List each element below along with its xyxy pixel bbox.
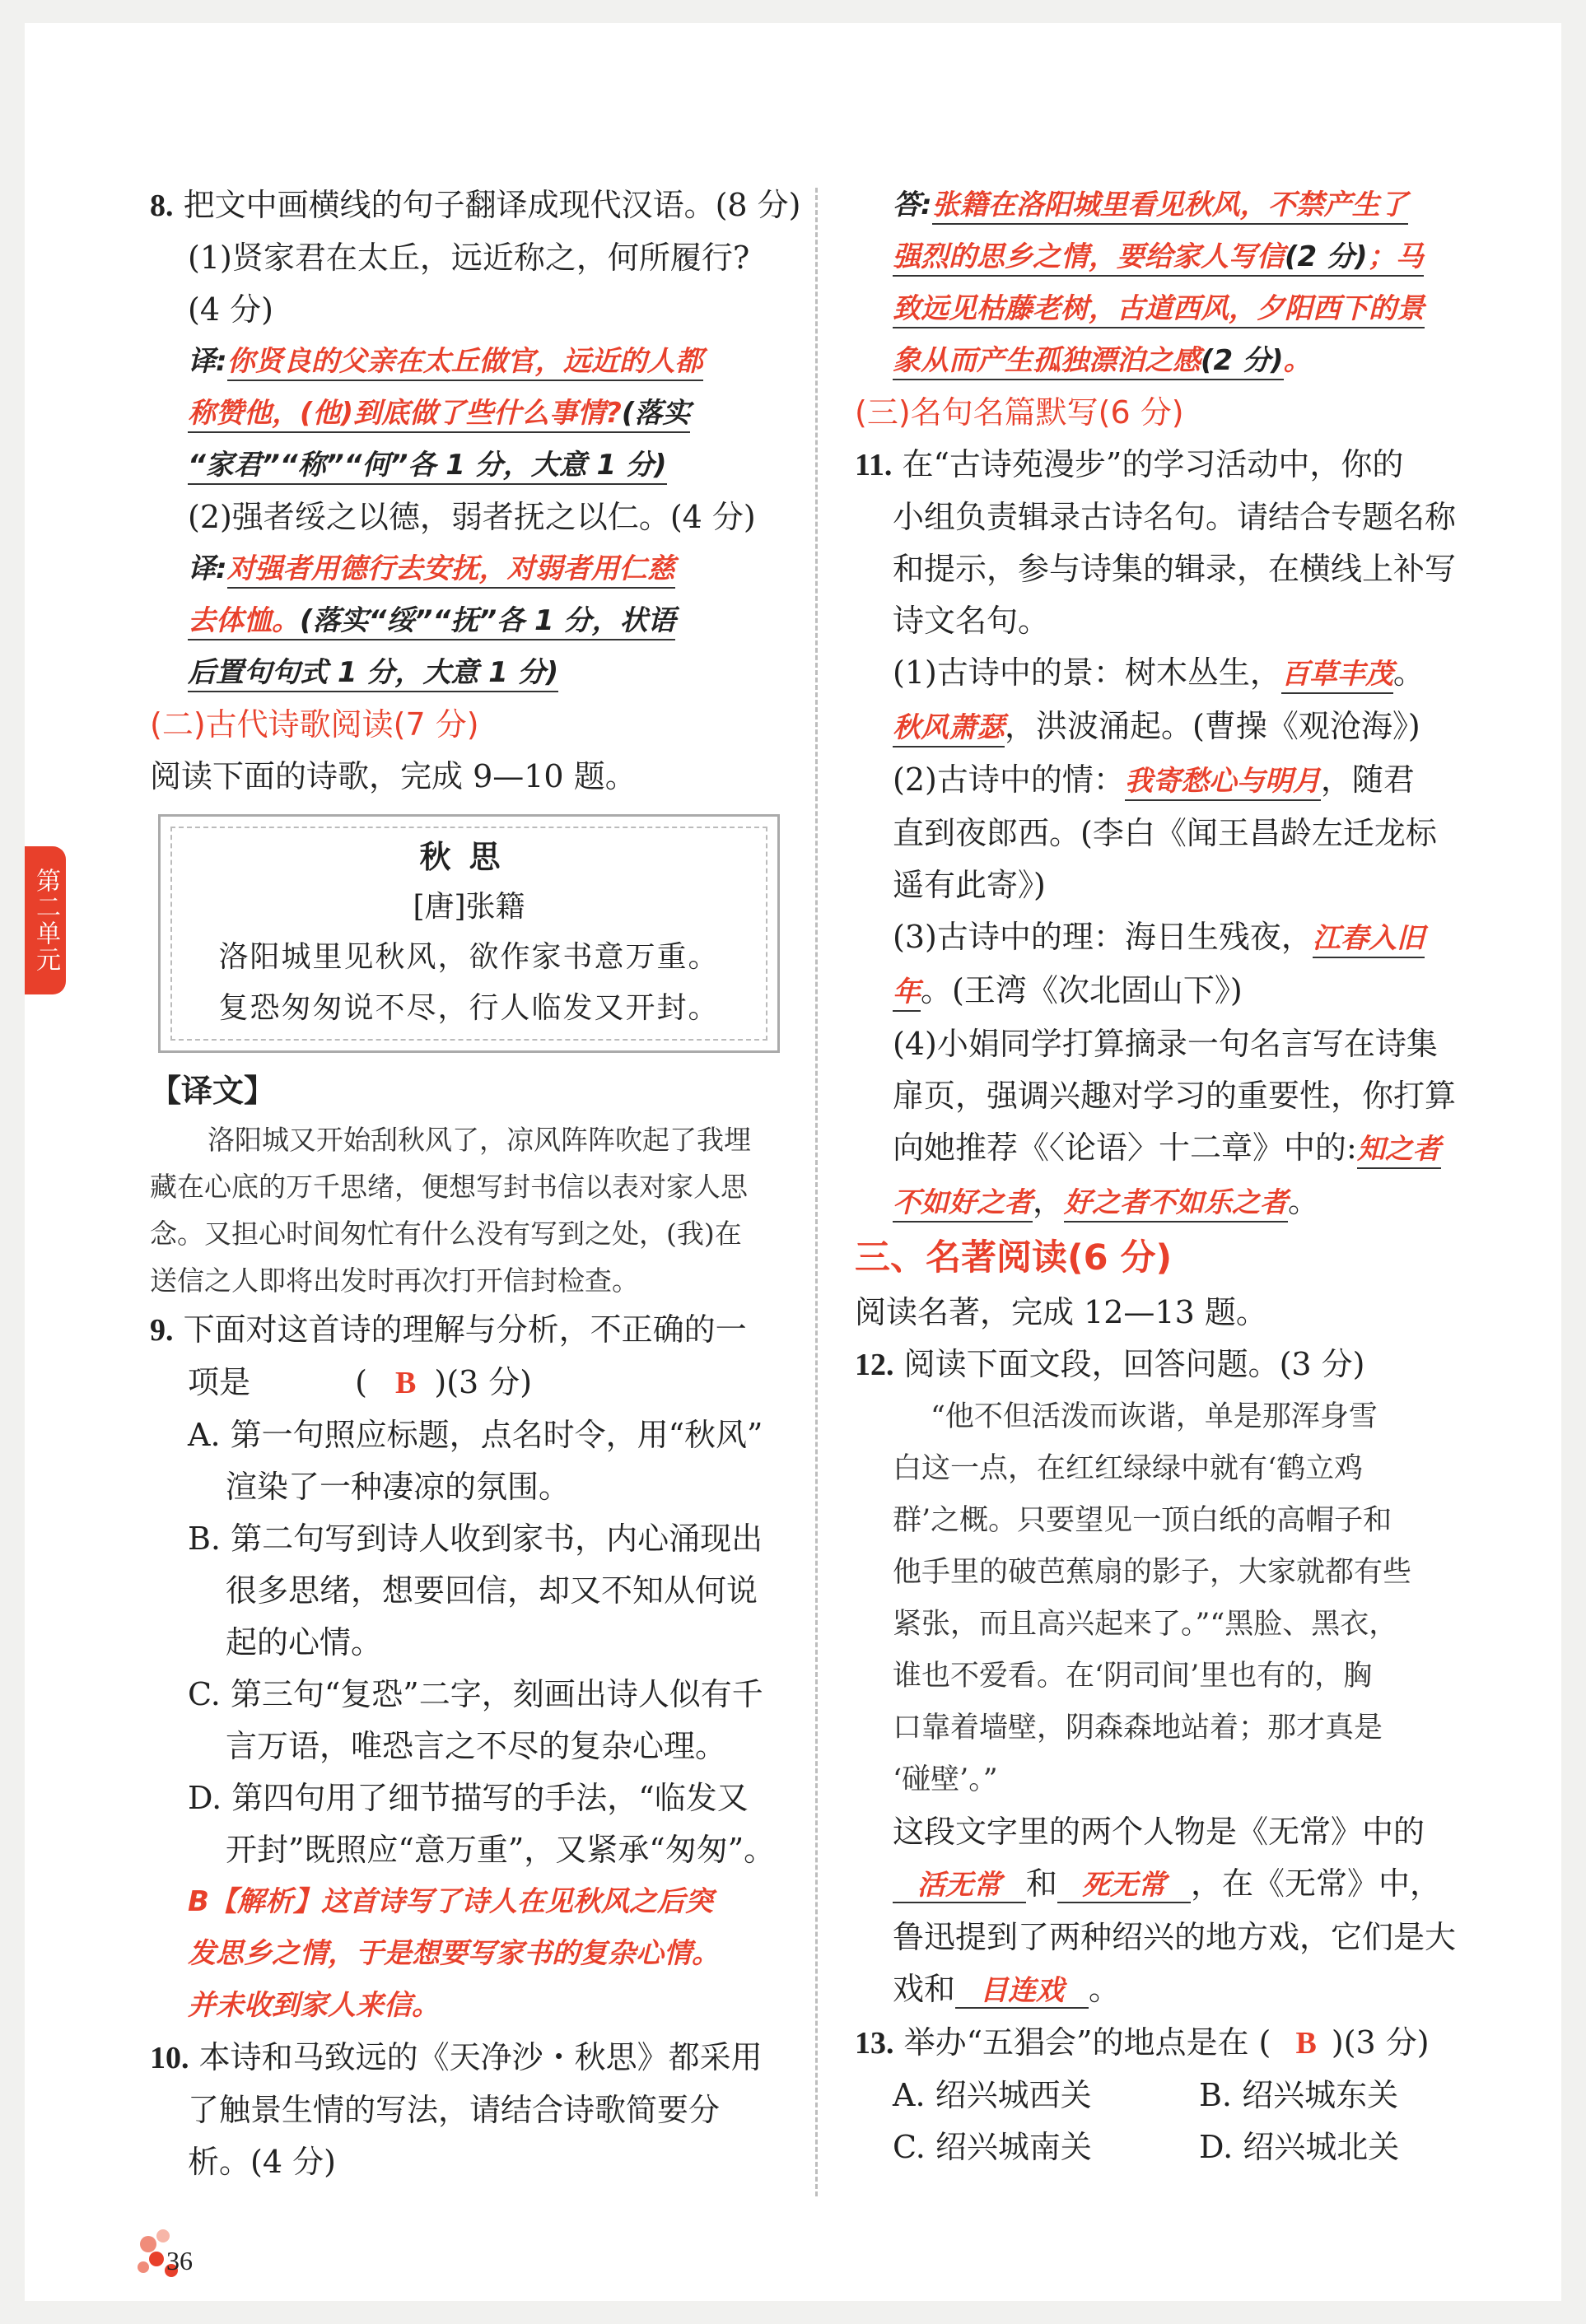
- question-12-prompt-c: 鲁迅提到了两种绍兴的地方戏，它们是大: [893, 1919, 1457, 1955]
- passage-line: ‘碰壁’。”: [893, 1763, 998, 1796]
- translation-line: 藏在心底的万千思绪，便想写封书信以表对家人思: [150, 1171, 748, 1203]
- poem-title: 秋思: [419, 838, 519, 875]
- question-11-2-cont: 遥有此寄》): [893, 867, 1046, 903]
- options-13-row: [855, 2121, 1505, 2173]
- page-number: 36: [166, 2246, 193, 2275]
- answer-bracket: ( B )(3 分): [355, 1364, 533, 1400]
- analysis-9-line: 发思乡之情，于是想要写家书的复杂心情。: [188, 1937, 720, 1970]
- passage-line: 紧张，而且高兴起来了。”“黑脸、黑衣，: [893, 1608, 1398, 1641]
- question-10-line-c: 析。(4 分): [188, 2144, 336, 2180]
- passage-line: “他不但活泼而诙谐，单是那浑身雪: [931, 1400, 1378, 1433]
- answer-10-line-d: 象从而产生孤独漂泊之感(2 分)。: [855, 335, 1505, 387]
- answer-12-b: 死无常: [1057, 1869, 1191, 1903]
- question-12-prompt: 这段文字里的两个人物是《无常》中的: [893, 1814, 1425, 1850]
- question-9-title: 9. 下面对这首诗的理解与分析，不正确的一: [150, 1311, 747, 1348]
- passage-line: 谁也不爱看。在‘阴司间’里也有的，胸: [893, 1660, 1373, 1693]
- option-13-d: D. 绍兴城北关: [1199, 2129, 1400, 2165]
- question-11-3: (3)古诗中的理：海日生残夜，江春入旧: [855, 911, 1505, 965]
- option-13-c: C. 绍兴城南关: [893, 2129, 1092, 2165]
- option-9-a: A. 第一句照应标题，点名时令，用“秋风”: [188, 1417, 763, 1453]
- left-column: [150, 179, 800, 2188]
- section-heading-classics: 三、名著阅读(6 分): [855, 1237, 1173, 1278]
- answer-11-2: 我寄愁心与明月: [1125, 765, 1321, 801]
- answer-11-3b: 年: [893, 976, 921, 1012]
- poetry-intro: 阅读下面的诗歌，完成 9—10 题。: [150, 758, 637, 794]
- option-9-d: D. 第四句用了细节描写的手法，“临发又: [188, 1780, 749, 1816]
- option-9-b-cont: 起的心情。: [226, 1624, 383, 1660]
- answer-12-c: 目连戏: [955, 1974, 1089, 2009]
- question-11-4-cont: 向她推荐《〈论语〉十二章》中的:知之者: [855, 1122, 1505, 1176]
- answer-11-1b: 秋风萧瑟: [893, 711, 1005, 747]
- unit-side-tab: 第二单元: [25, 846, 66, 994]
- option-9-d-cont: 开封”既照应“意万重”，又紧承“匆匆”。: [226, 1832, 776, 1868]
- question-12-title: 12. 阅读下面文段，回答问题。(3 分): [855, 1346, 1365, 1382]
- answer-13-letter: B: [1295, 2026, 1317, 2061]
- option-13-a: A. 绍兴城西关: [893, 2077, 1092, 2113]
- question-11-2-cont: 直到夜郎西。(李白《闻王昌龄左迁龙标: [893, 815, 1437, 851]
- answer-8-2-line-c: 后置句句式 1 分，大意 1 分): [150, 647, 800, 699]
- question-12-prompt-b: 活无常 和 死无常 ，在《无常》中，: [855, 1858, 1505, 1912]
- question-11-title: 11. 在“古诗苑漫步”的学习活动中，你的: [855, 446, 1404, 482]
- answer-8-1-line-b: 称赞他，(他)到底做了些什么事情?(落实: [150, 388, 800, 440]
- question-13-title: 13. 举办“五猖会”的地点是在 ( B )(3 分): [855, 2024, 1430, 2061]
- option-9-b: B. 第二句写到诗人收到家书，内心涌现出: [188, 1521, 763, 1557]
- poem-author: [唐]张籍: [413, 890, 525, 924]
- answer-12-a: 活无常: [893, 1869, 1026, 1903]
- section-heading-recitation: (三)名句名篇默写(6 分): [855, 394, 1184, 431]
- passage-line: 他手里的破芭蕉扇的影子，大家就都有些: [893, 1556, 1412, 1589]
- analysis-9-line: B【解析】这首诗写了诗人在见秋风之后突: [188, 1885, 713, 1918]
- translation-line: 送信之人即将出发时再次打开信封检查。: [150, 1264, 639, 1297]
- answer-11-4c: 好之者不如乐之者: [1064, 1186, 1288, 1223]
- poem-box: [158, 814, 780, 1053]
- question-10-title: 10. 本诗和马致远的《天净沙・秋思》都采用: [150, 2039, 763, 2075]
- answer-9-letter: B: [395, 1366, 417, 1400]
- poem-line-2: 复恐匆匆说不尽，行人临发又开封。: [218, 991, 720, 1025]
- option-9-a-cont: 渲染了一种凄凉的氛围。: [226, 1469, 571, 1505]
- passage-line: 口靠着墙壁，阴森森地站着；那才真是: [893, 1712, 1383, 1744]
- option-13-b: B. 绍兴城东关: [1199, 2077, 1399, 2113]
- answer-10-line-b: 强烈的思乡之情，要给家人写信(2 分)；马: [855, 231, 1505, 283]
- classics-intro: 阅读名著，完成 12—13 题。: [855, 1294, 1267, 1330]
- poem-line-1: 洛阳城里见秋风，欲作家书意万重。: [218, 940, 720, 974]
- question-8-title: 8. 把文中画横线的句子翻译成现代汉语。(8 分): [150, 187, 801, 223]
- question-12-prompt-d: 戏和 目连戏 。: [893, 1971, 1121, 2007]
- answer-8-2-line-b: 去体恤。(落实“绥”“抚”各 1 分，状语: [150, 595, 800, 647]
- answer-11-4a: 知之者: [1357, 1133, 1441, 1169]
- workbook-page: [25, 23, 1561, 2301]
- question-11-line: 小组负责辑录古诗名句。请结合专题名称: [893, 499, 1457, 535]
- option-9-c-cont: 言万语，唯恐言之不尽的复杂心理。: [226, 1728, 727, 1764]
- question-11-4: (4)小娟同学打算摘录一句名言写在诗集: [893, 1026, 1438, 1062]
- translation-line: 念。又担心时间匆忙有什么没有写到之处，(我)在: [150, 1218, 742, 1250]
- passage-line: 白这一点，在红红绿绿中就有‘鹤立鸡: [893, 1452, 1364, 1485]
- question-11-1: (1)古诗中的景：树木丛生，百草丰茂。: [855, 647, 1505, 701]
- question-11-4-cont: 扉页，强调兴趣对学习的重要性，你打算: [893, 1078, 1457, 1114]
- poem-box-inner-border: [170, 827, 767, 1041]
- options-13-row: [855, 2070, 1505, 2121]
- answer-8-1-line-a: 译:你贤良的父亲在太丘做官，远近的人都: [150, 336, 800, 388]
- question-8-2: (2)强者绥之以德，弱者抚之以仁。(4 分): [188, 499, 756, 535]
- question-10-line-b: 了触景生情的写法，请结合诗歌简要分: [188, 2092, 721, 2128]
- question-11-2: (2)古诗中的情：我寄愁心与明月，随君: [855, 754, 1505, 808]
- question-8-1-score: (4 分): [188, 291, 273, 328]
- analysis-9-line: 并未收到家人来信。: [188, 1989, 440, 2022]
- translation-heading: 【译文】: [150, 1072, 276, 1109]
- answer-10-line-c: 致远见枯藤老树，古道西风，夕阳西下的景: [855, 283, 1505, 335]
- right-column: [855, 179, 1505, 2173]
- passage-line: 群’之概。只要望见一顶白纸的高帽子和: [893, 1504, 1392, 1537]
- question-11-line: 和提示，参与诗集的辑录，在横线上补写: [893, 551, 1457, 587]
- section-heading-poetry: (二)古代诗歌阅读(7 分): [150, 706, 479, 743]
- column-divider: [815, 188, 818, 2196]
- answer-11-1a: 百草丰茂: [1281, 658, 1393, 694]
- question-11-line: 诗文名句。: [893, 603, 1050, 639]
- question-9-title-b: 项是 ( B )(3 分): [150, 1357, 800, 1409]
- translation-line: 洛阳城又开始刮秋风了，凉风阵阵吹起了我埋: [208, 1124, 751, 1156]
- answer-10-line-a: 答:张籍在洛阳城里看见秋风，不禁产生了: [855, 179, 1505, 231]
- question-11-1-cont: 秋风萧瑟，洪波涌起。(曹操《观沧海》): [855, 701, 1505, 754]
- answer-8-1-line-c: “家君”“称”“何”各 1 分，大意 1 分): [150, 440, 800, 491]
- question-11-3-cont: 年。(王湾《次北固山下》): [855, 965, 1505, 1018]
- option-9-b-cont: 很多思绪，想要回信，却又不知从何说: [226, 1572, 758, 1609]
- question-8-1: (1)贤家君在太丘，远近称之，何所履行?: [188, 240, 750, 276]
- question-11-4-answer: 不如好之者，好之者不如乐之者。: [855, 1176, 1505, 1229]
- option-9-c: C. 第三句“复恐”二字，刻画出诗人似有千: [188, 1676, 763, 1712]
- answer-8-2-line-a: 译:对强者用德行去安抚，对弱者用仁慈: [150, 543, 800, 595]
- answer-11-4b: 不如好之者: [893, 1186, 1033, 1223]
- answer-11-3a: 江春入旧: [1313, 922, 1425, 958]
